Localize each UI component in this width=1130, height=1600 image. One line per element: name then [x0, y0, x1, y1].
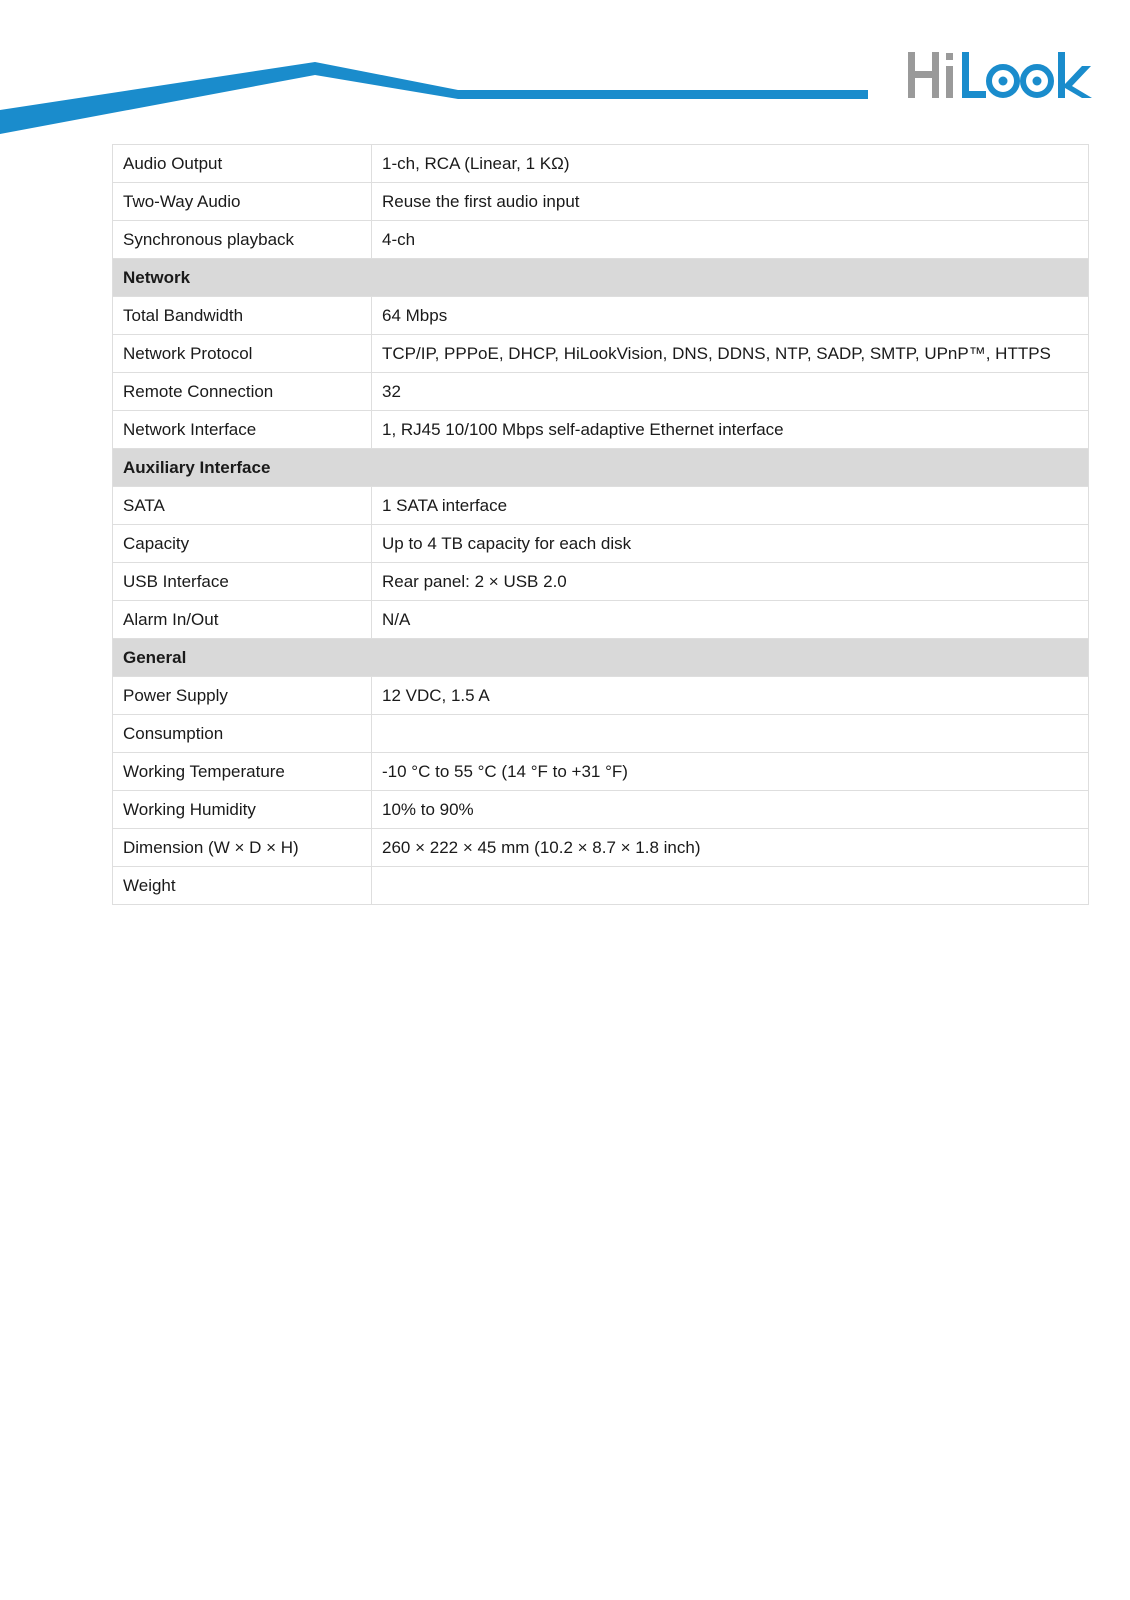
- table-row: [113, 867, 1089, 905]
- spec-label: Weight: [113, 867, 372, 905]
- table-row: [113, 601, 1089, 639]
- spec-value: Up to 4 TB capacity for each disk: [372, 525, 1089, 563]
- spec-value: N/A: [372, 601, 1089, 639]
- section-title: General: [113, 639, 1089, 677]
- spec-label: Remote Connection: [113, 373, 372, 411]
- spec-value: TCP/IP, PPPoE, DHCP, HiLookVision, DNS, DDNS, NTP, SADP, SMTP, UPnP™, HTTPS: [372, 335, 1089, 373]
- spec-label: Power Supply: [113, 677, 372, 715]
- spec-table: [112, 144, 1089, 905]
- table-row: [113, 411, 1089, 449]
- section-header-row: [113, 449, 1089, 487]
- spec-label: Alarm In/Out: [113, 601, 372, 639]
- table-row: [113, 183, 1089, 221]
- spec-value: 260 × 222 × 45 mm (10.2 × 8.7 × 1.8 inch): [372, 829, 1089, 867]
- spec-value: 64 Mbps: [372, 297, 1089, 335]
- spec-value: 1 SATA interface: [372, 487, 1089, 525]
- table-row: [113, 829, 1089, 867]
- table-row: [113, 335, 1089, 373]
- spec-label: Two-Way Audio: [113, 183, 372, 221]
- spec-value: 10% to 90%: [372, 791, 1089, 829]
- spec-value: 32: [372, 373, 1089, 411]
- spec-label: Capacity: [113, 525, 372, 563]
- spec-value: Reuse the first audio input: [372, 183, 1089, 221]
- spec-label: Network Interface: [113, 411, 372, 449]
- table-row: [113, 373, 1089, 411]
- spec-label: Working Humidity: [113, 791, 372, 829]
- spec-label: Consumption: [113, 715, 372, 753]
- spec-label: Working Temperature: [113, 753, 372, 791]
- spec-value: [372, 867, 1089, 905]
- table-row: [113, 753, 1089, 791]
- table-row: [113, 715, 1089, 753]
- table-row: [113, 145, 1089, 183]
- spec-label: SATA: [113, 487, 372, 525]
- spec-value: -10 °C to 55 °C (14 °F to +31 °F): [372, 753, 1089, 791]
- table-row: [113, 563, 1089, 601]
- table-row: [113, 677, 1089, 715]
- table-row: [113, 221, 1089, 259]
- spec-value: 1-ch, RCA (Linear, 1 KΩ): [372, 145, 1089, 183]
- spec-label: Synchronous playback: [113, 221, 372, 259]
- header-swoosh-graphic: [0, 0, 880, 140]
- section-header-row: [113, 259, 1089, 297]
- spec-value: 12 VDC, 1.5 A: [372, 677, 1089, 715]
- spec-value: [372, 715, 1089, 753]
- spec-value: 1, RJ45 10/100 Mbps self-adaptive Ethernet interface: [372, 411, 1089, 449]
- spec-label: Network Protocol: [113, 335, 372, 373]
- table-row: [113, 525, 1089, 563]
- table-row: [113, 297, 1089, 335]
- spec-label: Dimension (W × D × H): [113, 829, 372, 867]
- table-row: [113, 487, 1089, 525]
- table-row: [113, 791, 1089, 829]
- section-title: Auxiliary Interface: [113, 449, 1089, 487]
- hilook-logo: [906, 48, 1092, 104]
- section-title: Network: [113, 259, 1089, 297]
- spec-label: Total Bandwidth: [113, 297, 372, 335]
- section-header-row: [113, 639, 1089, 677]
- spec-label: Audio Output: [113, 145, 372, 183]
- spec-value: Rear panel: 2 × USB 2.0: [372, 563, 1089, 601]
- spec-value: 4-ch: [372, 221, 1089, 259]
- spec-label: USB Interface: [113, 563, 372, 601]
